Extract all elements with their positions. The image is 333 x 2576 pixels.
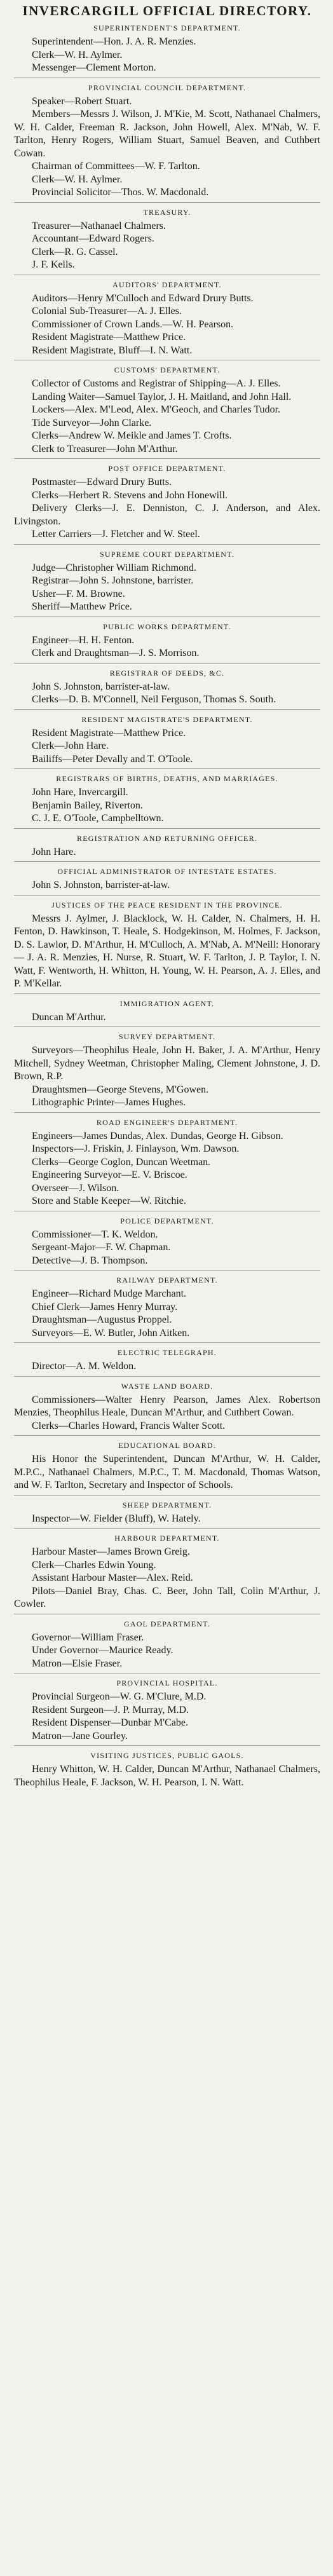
directory-entry: Resident Magistrate—Matthew Price. (32, 332, 186, 343)
section-divider (14, 1745, 320, 1746)
section-heading: IMMIGRATION AGENT. (119, 998, 215, 1008)
section-divider (14, 544, 320, 545)
section-divider (14, 1342, 320, 1343)
section-heading: OFFICIAL ADMINISTRATOR OF INTESTATE ESTATES. (57, 867, 277, 876)
directory-entry: Resident Surgeon—J. P. Murray, M.D. (32, 1704, 189, 1715)
directory-entry: Speaker—Robert Stuart. (32, 95, 132, 107)
directory-entry: Draughtsmen—George Stevens, M'Gowen. (32, 1084, 209, 1095)
directory-entry: Duncan M'Arthur. (32, 1011, 106, 1023)
directory-entry: Clerk—Charles Edwin Young. (32, 1559, 156, 1571)
directory-section (14, 1026, 320, 1110)
directory-entry: Clerk—John Hare. (32, 740, 109, 751)
section-divider (14, 895, 320, 896)
directory-section (14, 828, 320, 859)
directory-section (14, 768, 320, 826)
directory-entry: Harbour Master—James Brown Greig. (32, 1546, 190, 1557)
section-heading: SHEEP DEPARTMENT. (122, 1500, 212, 1509)
directory-entry: Director—A. M. Weldon. (32, 1361, 137, 1372)
directory-entry: J. F. Kells. (32, 259, 75, 270)
section-heading: ELECTRIC TELEGRAPH. (118, 1348, 217, 1357)
section-divider (14, 1112, 320, 1113)
directory-entry: Surveyors—Theophilus Heale, John H. Baker, J. A. M'Arthur, Henry Mitchell, Sydney Weetman, Christopher Maling, Clement Johnstone, J. D. Brown, R.P. (14, 1045, 320, 1082)
directory-entry: Provincial Surgeon—W. G. M'Clure, M.D. (32, 1691, 207, 1702)
directory-entry: Landing Waiter—Samuel Taylor, J. H. Maitland, and John Hall. (32, 391, 292, 402)
directory-entry: Detective—J. B. Thompson. (32, 1255, 148, 1266)
directory-entry: Clerks—D. B. M'Connell, Neil Ferguson, Thomas S. South. (32, 694, 276, 705)
section-heading: SUPREME COURT DEPARTMENT. (99, 549, 235, 559)
directory-section (14, 1112, 320, 1208)
directory-entry: Auditors—Henry M'Culloch and Edward Drury Butts. (32, 292, 254, 304)
section-divider (14, 1495, 320, 1496)
directory-entry: Commissioner—T. K. Weldon. (32, 1229, 158, 1240)
directory-entry: Resident Magistrate—Matthew Price. (32, 727, 186, 739)
directory-entry: His Honor the Superintendent, Duncan M'Arthur, W. H. Calder, M.P.C., Nathanael Chalmers, M.P.C., T. M. Macdonald, Thomas Watson, and W. F. Tarlton, Secretary and Inspector of Schools. (14, 1454, 320, 1490)
section-heading: PUBLIC WORKS DEPARTMENT. (103, 622, 231, 631)
section-heading: GAOL DEPARTMENT. (123, 1619, 211, 1628)
directory-entry: Bailiffs—Peter Devally and T. O'Toole. (32, 753, 193, 765)
directory-section (14, 993, 320, 1025)
directory-entry: Engineer—H. H. Fenton. (32, 634, 135, 646)
directory-entry: Provincial Solicitor—Thos. W. Macdonald. (32, 187, 209, 198)
section-heading: VISITING JUSTICES, PUBLIC GAOLS. (90, 1751, 244, 1760)
directory-entry: Pilots—Daniel Bray, Chas. C. Beer, John Tall, Colin M'Arthur, J. Cowler. (14, 1585, 320, 1609)
directory-section (14, 1211, 320, 1268)
directory-entry: Benjamin Bailey, Riverton. (32, 800, 143, 811)
section-heading: RAILWAY DEPARTMENT. (116, 1276, 218, 1285)
section-divider (14, 663, 320, 664)
directory-section (14, 709, 320, 767)
directory-section (14, 617, 320, 660)
directory-entry: Clerks—Herbert R. Stevens and John Honewill. (32, 489, 228, 501)
directory-entry: Lockers—Alex. M'Leod, Alex. M'Geoch, and Charles Tudor. (32, 404, 281, 415)
directory-entry: John Hare. (32, 846, 76, 857)
directory-entry: Delivery Clerks—J. E. Denniston, C. J. Anderson, and Alex. Livingston. (14, 503, 320, 527)
section-divider (14, 202, 320, 203)
directory-entry: Governor—William Fraser. (32, 1632, 144, 1643)
directory-entry: Postmaster—Edward Drury Butts. (32, 477, 172, 487)
section-divider (14, 1435, 320, 1436)
directory-section (14, 544, 320, 614)
directory-entry: Usher—F. M. Browne. (32, 588, 125, 599)
section-heading: TREASURY. (143, 207, 191, 217)
directory-entry: Clerk to Treasurer—John M'Arthur. (32, 443, 178, 454)
directory-entry: Judge—Christopher William Richmond. (32, 562, 197, 573)
directory-entry: Messenger—Clement Morton. (32, 62, 156, 73)
directory-entry: Commissioner of Crown Lands.—W. H. Pearson. (32, 318, 234, 330)
directory-section (14, 1342, 320, 1373)
section-heading: REGISTRAR OF DEEDS, &C. (109, 668, 225, 678)
directory-entry: Clerks—Charles Howard, Francis Walter Scott. (32, 1420, 226, 1431)
directory-entry: Resident Dispenser—Dunbar M'Cabe. (32, 1717, 188, 1728)
directory-section (14, 458, 320, 542)
section-heading: PROVINCIAL HOSPITAL. (116, 1679, 218, 1687)
directory-entry: Clerk—R. G. Cassel. (32, 246, 118, 257)
directory-section (14, 1435, 320, 1492)
directory-entry: Matron—Jane Gourley. (32, 1730, 128, 1741)
directory-entry: John S. Johnston, barrister-at-law. (32, 880, 170, 890)
directory-section (14, 1528, 320, 1611)
directory-section (14, 1745, 320, 1789)
directory-entry: Clerk—W. H. Aylmer. (32, 174, 123, 185)
directory-entry: Chairman of Committees—W. F. Tarlton. (32, 161, 200, 172)
directory-section (14, 861, 320, 892)
directory-entry: Lithographic Printer—James Hughes. (32, 1097, 186, 1108)
directory-entry: Inspectors—J. Friskin, J. Finlayson, Wm. Dawson. (32, 1143, 240, 1154)
directory-entry: Assistant Harbour Master—Alex. Reid. (32, 1572, 193, 1583)
directory-entry: Sergeant-Major—F. W. Chapman. (32, 1242, 171, 1253)
directory-entry: Surveyors—E. W. Butler, John Aitken. (32, 1327, 190, 1339)
directory-entry: Clerks—George Coglon, Duncan Weetman. (32, 1156, 211, 1168)
directory-title: INVERCARGILL OFFICIAL DIRECTORY. (22, 3, 312, 18)
section-heading: CUSTOMS' DEPARTMENT. (114, 365, 221, 374)
directory-section (14, 78, 320, 200)
section-heading: ROAD ENGINEER'S DEPARTMENT. (96, 1117, 238, 1127)
directory-section (14, 895, 320, 991)
directory-section (14, 275, 320, 358)
directory-entry: Tide Surveyor—John Clarke. (32, 417, 152, 428)
section-divider (14, 861, 320, 862)
section-divider (14, 1270, 320, 1271)
directory-entry: Accountant—Edward Rogers. (32, 233, 154, 244)
directory-section (14, 1376, 320, 1433)
section-divider (14, 993, 320, 994)
section-heading: SUPERINTENDENT'S DEPARTMENT. (93, 24, 241, 32)
directory-sections (14, 22, 320, 1789)
directory-section (14, 1614, 320, 1671)
directory-entry: Henry Whitton, W. H. Calder, Duncan M'Arthur, Nathanael Chalmers, Theophilus Heale, F. Jackson, W. H. Pearson, I. N. Watt. (14, 1764, 320, 1788)
section-heading: EDUCATIONAL BOARD. (118, 1441, 216, 1450)
directory-entry: Collector of Customs and Registrar of Shipping—A. J. Elles. (32, 378, 281, 389)
directory-section (14, 1270, 320, 1340)
directory-entry: Commissioners—Walter Henry Pearson, James Alex. Robertson Menzies, Theophilus Heale, Duncan M'Arthur, and Cuthbert Cowan. (14, 1394, 320, 1418)
directory-section (14, 1495, 320, 1526)
directory-entry: Clerk—W. H. Aylmer. (32, 49, 123, 60)
section-heading: AUDITORS' DEPARTMENT. (112, 280, 222, 289)
directory-entry: John Hare, Invercargill. (32, 787, 128, 798)
directory-entry: Resident Magistrate, Bluff—I. N. Watt. (32, 344, 193, 356)
section-heading: PROVINCIAL COUNCIL DEPARTMENT. (88, 83, 247, 92)
section-heading: POST OFFICE DEPARTMENT. (108, 464, 226, 473)
directory-entry: Members—Messrs J. Wilson, J. M'Kie, M. Scott, Nathanael Chalmers, W. H. Calder, Freeman R. Jackson, John Howell, Alex. M'Nab, W. F. Tarlton, Henry Rogers, William Stuart, Samuel Beaven, and Cuthbert Cowan. (14, 109, 320, 159)
directory-entry: Clerk and Draughtsman—J. S. Morrison. (32, 648, 200, 658)
section-divider (14, 709, 320, 710)
directory-entry: Matron—Elsie Fraser. (32, 1658, 123, 1669)
directory-entry: Colonial Sub-Treasurer—A. J. Elles. (32, 306, 182, 317)
directory-entry: Chief Clerk—James Henry Murray. (32, 1301, 178, 1312)
section-divider (14, 1376, 320, 1377)
directory-entry: Engineer—Richard Mudge Marchant. (32, 1288, 187, 1299)
directory-entry: Store and Stable Keeper—W. Ritchie. (32, 1196, 186, 1206)
section-heading: POLICE DEPARTMENT. (120, 1216, 214, 1225)
section-divider (14, 1026, 320, 1027)
section-heading: WASTE LAND BOARD. (121, 1381, 214, 1391)
directory-entry: Inspector—W. Fielder (Bluff), W. Hately. (32, 1513, 201, 1524)
directory-section (14, 663, 320, 707)
directory-entry: Registrar—John S. Johnstone, barrister. (32, 575, 194, 586)
section-heading: REGISTRATION AND RETURNING OFFICER. (76, 833, 257, 843)
directory-entry: C. J. E. O'Toole, Campbelltown. (32, 813, 164, 824)
directory-entry: John S. Johnston, barrister-at-law. (32, 681, 170, 692)
directory-entry: Messrs J. Aylmer, J. Blacklock, W. H. Calder, N. Chalmers, H. H. Fenton, D. Hawkinson, T. Heale, S. Hodgekinson, M. Holmes, F. Jackson, D. S. Lawlor, D. M'Arthur, H. M'Culloch, A. M'Nab, A. M'Neill: Honorary — J. A. R. Menzies, H. Nurse, R. Stuart, W. F. Tarlton, J. P. Taylor, I. N. Watt, F. Wentworth, H. Whitton, H. Young, W. H. Pearson, A. J. Elles, and P. M'Kellar. (14, 913, 320, 989)
section-heading: SURVEY DEPARTMENT. (118, 1032, 216, 1041)
section-heading: HARBOUR DEPARTMENT. (114, 1534, 220, 1543)
section-heading: RESIDENT MAGISTRATE'S DEPARTMENT. (81, 714, 253, 724)
directory-entry: Under Governor—Maurice Ready. (32, 1645, 173, 1656)
directory-section (14, 360, 320, 456)
directory-entry: Engineers—James Dundas, Alex. Dundas, George H. Gibson. (32, 1130, 283, 1141)
directory-entry: Engineering Surveyor—E. V. Briscoe. (32, 1169, 187, 1180)
section-divider (14, 458, 320, 459)
section-divider (14, 768, 320, 769)
directory-entry: Letter Carriers—J. Fletcher and W. Steel. (32, 529, 200, 540)
directory-section (14, 1673, 320, 1743)
directory-entry: Sheriff—Matthew Price. (32, 601, 132, 612)
section-divider (14, 1528, 320, 1529)
section-divider (14, 828, 320, 829)
directory-entry: Overseer—J. Wilson. (32, 1182, 119, 1194)
directory-entry: Superintendent—Hon. J. A. R. Menzies. (32, 36, 196, 47)
directory-entry: Clerks—Andrew W. Meikle and James T. Crofts. (32, 430, 232, 441)
directory-entry: Treasurer—Nathanael Chalmers. (32, 220, 166, 231)
directory-section (14, 202, 320, 272)
directory-section (14, 22, 320, 75)
section-heading: REGISTRARS OF BIRTHS, DEATHS, AND MARRIAGES. (56, 774, 278, 783)
section-heading: JUSTICES OF THE PEACE RESIDENT IN THE PROVINCE. (51, 900, 283, 910)
directory-entry: Draughtsman—Augustus Proppel. (32, 1314, 172, 1325)
